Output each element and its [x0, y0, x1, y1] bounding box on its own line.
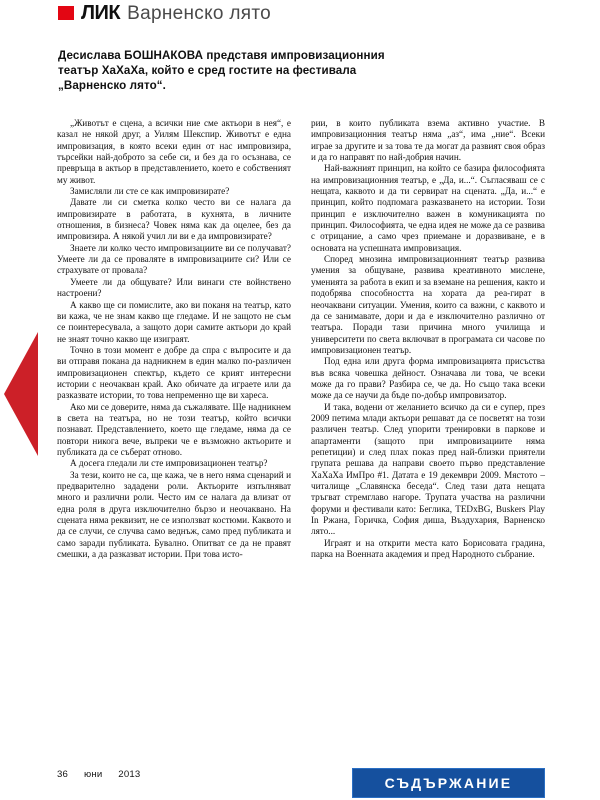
paragraph: А какво ще си помислите, ако ви поканя на театър, като ви кажа, че не знам какво ще гледаме. И не защото не съм се поинтересувала, а защото дори самите актьори до край не знаят точно какво ще изиграят. — [57, 299, 291, 344]
article-body — [57, 118, 545, 756]
paragraph: Ако ми се доверите, няма да съжалявате. Ще надникнем в света на театъра, но не този театър, който всички познават. Представлението, което ще гледаме, няма да се повтори никога вече, въпреки че е възможно актьорите и публиката да се съберат отново. — [57, 401, 291, 457]
paragraph: Умеете ли да общувате? Или винаги сте войнствено настроени? — [57, 276, 291, 299]
paragraph: рии, в които публиката взема активно участие. В импровизационния театър няма „аз“, има „ние“. Всеки играе за другите и за това те да могат да развият своя образ и да го направят по най-добрия начин. — [311, 118, 545, 163]
paragraph: Точно в този момент е добре да спра с въпросите и да ви отправя покана да надникнем в един малко по-различен импровизационен спектър, където се крият интересни истории с неочакван край. Ако обичате да играете или да разказвате истории, то това непременно ще ви хареса. — [57, 344, 291, 401]
paragraph: А досега гледали ли сте импровизационен театър? — [70, 458, 268, 469]
masthead-subtitle: Варненско лято — [127, 2, 271, 24]
paragraph: Според мнозина импровизационният театър развива умения за общуване, развива креативното мислене, уменията за работа в екип и за вземане на решения, както и подобрява способността на хората да реа-гират в неочаквани ситуации. Умения, които са важни, с каквото и да се занимавате, дори и да е изключително различно от театъра. Поради тази причина много училища и университети по света включват в програмата си часове по импровизационен театър. — [311, 254, 545, 355]
folio — [57, 769, 140, 780]
contents-button[interactable] — [352, 768, 545, 798]
paragraph: Под една или друга форма импровизацията присъства във всяка човешка дейност. Означава ли това, че всеки може да го прави? Разбира се, че да. Но също така всеки може да се научи да бъде по-добър импровизатор. — [311, 356, 545, 401]
contents-button-label: СЪДЪРЖАНИЕ — [384, 775, 513, 791]
paragraph: Замисляли ли сте се как импровизирате? — [70, 186, 230, 197]
paragraph: „Животът е сцена, а всички ние сме актьори в нея“, е казал не някой друг, а Уилям Шекспир. Животът е една импровизация, в която всеки един от нас импровизира, търсейки най-доброто за себе си, и без да го осъзнава, се превръща в актьор в представлението, което е собственият му живот. — [57, 118, 291, 185]
paragraph: Давате ли си сметка колко често ви се налага да импровизирате в работата, в кухнята, в личните отношения, в бизнеса? Човек няма как да оцелее, без да импровизира. А някой учил ли ви е да импровизирате? — [57, 197, 291, 242]
paragraph: Най-важният принцип, на който се базира философията на импровизационния театър, е „Да, и...“. Съгласяваш се с нещата, каквото и да ти сервират на сцената. „Да, и...“ е принцип, който подпомага разказването на истории. Този принцип е изключително важен в комуникацията по принцип. Философията, че една идея не може да се развива с отрицание, а само чрез приемане и доразвиване, е в основата на успешната импровизация. — [311, 163, 545, 253]
article-deck: Десислава БОШНАКОВА представя импровизационния театър ХаХаХа, който е сред гостите на фестивала „Варненско лято“. — [58, 49, 385, 93]
paragraph: Играят и на открити места като Борисовата градина, парка на Военната академия и пред Народното събрание. — [311, 537, 545, 560]
masthead-red-square-icon — [58, 6, 74, 20]
issue-month: юни — [83, 769, 103, 780]
masthead — [58, 2, 271, 24]
issue-year: 2013 — [118, 769, 141, 780]
article-column-right — [311, 118, 545, 756]
left-pointing-triangle-icon — [4, 332, 38, 456]
paragraph: За тези, които не са, ще кажа, че в него няма сценарий и предварително зададени роли. Актьорите изпълняват много и различни роли. Често им се налага да влизат от една роля в друга изключително бързо и неочаквано. На сцената няма реквизит, не се използват костюми. Каквото и да се случи, се случва само веднъж, само пред публиката и само заради публиката. Бувално. Опитват се да не правят смешки, а да разказват истории. При това исто- — [57, 469, 291, 560]
article-column-left — [57, 118, 291, 756]
page-number: 36 — [57, 769, 69, 780]
masthead-brand: ЛИК — [81, 2, 121, 24]
paragraph: И така, водени от желанието всичко да си е супер, през 2009 петима млади актьори решават да се посветят на този различен театър. След упорити тренировки в паркове и апартаменти (защото при импровизациите няма репетиции) и след плах показ пред най-близки приятели групата решава да направи своето първо представление ХаХаХа ИмПро #1. Датата е 19 декември 2009. Мястото – читалище „Славянска беседа“. След тази дата нещата тръгват стремглаво нагоре. Трупата участва на различни форуми и фестивали като: Беглика, TEDxBG, Buskers Play In Ржана, Горичка, София диша, Въздухария, Варненско лято... — [311, 401, 545, 537]
paragraph: Знаете ли колко често импровизациите ви се получават? Умеете ли да се проваляте в импровизациите си? Или се страхувате от провала? — [57, 242, 291, 276]
